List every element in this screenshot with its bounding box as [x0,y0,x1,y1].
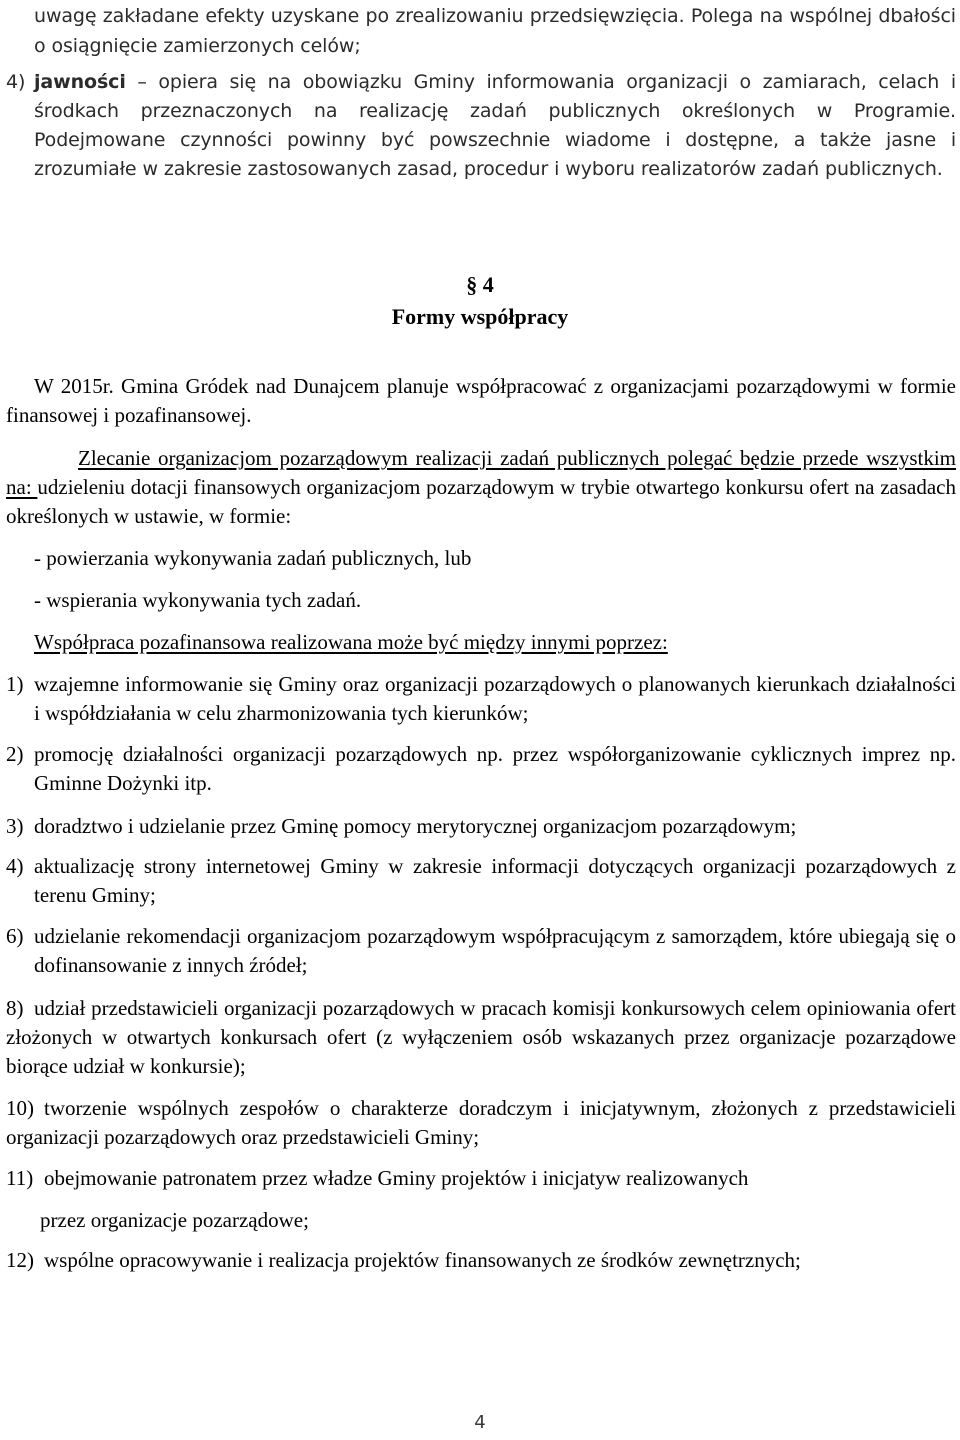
principle-description: – opiera się na obowiązku Gminy informowania organizacji o zamiarach, celach i środkach przeznaczonych na realizację zadań publicznych określonych w Programie. Podejmowane czynności powinny być powszechnie wiadome i dostępne, a także jasne i zrozumiałe w zakresie zastosowanych zasad, procedur i wyboru realizatorów zadań publicznych. [34,71,956,180]
principle-number: 4) [6,71,26,93]
dash-item-1: - powierzania wykonywania zadań publicznych, lub [34,546,472,570]
underlined-lead: Zlecanie organizacjom pozarządowym realizacji zadań publicznych polegać będzie przede wszystkim na: [6,446,956,499]
list-item-continuation: przez organizacje pozarządowe; [40,1208,309,1232]
page-number: 4 [474,1412,486,1433]
paragraph-nonfinancial: Współpraca pozafinansowa realizowana może być między innymi poprzez: [34,630,668,654]
paragraph-forms: W 2015r. Gmina Gródek nad Dunajcem planuje współpracować z organizacjami pozarządowymi w formie finansowej i pozafinansowej. [6,374,956,427]
list-item: 10) tworzenie wspólnych zespołów o charakterze doradczym i inicjatywnym, złożonych z przedstawicieli organizacji pozarządowych oraz przedstawicieli Gminy; [6,1096,956,1149]
list-item: 6) udzielanie rekomendacji organizacjom pozarządowym współpracującym z samorządem, które ubiegają się o dofinansowanie z innych źródeł; [6,924,956,977]
intro-continuation [34,2,956,61]
list-item: 3) doradztwo i udzielanie przez Gminę pomocy merytorycznej organizacjom pozarządowym; [6,814,797,838]
list-item: 12) wspólne opracowywanie i realizacja projektów finansowanych ze środków zewnętrznych; [6,1248,801,1272]
intro-text: uwagę zakładane efekty uzyskane po zrealizowaniu przedsięwzięcia. Polega na wspólnej dbałości o osiągnięcie zamierzonych celów; [34,5,956,57]
principle-item-4 [6,68,956,184]
list-item: 11) obejmowanie patronatem przez władze Gminy projektów i inicjatyw realizowanych [6,1166,749,1190]
principle-term: jawności [34,71,126,93]
section-number-value: 4 [482,272,494,297]
paragraph-commissioning: Zlecanie organizacjom pozarządowym realizacji zadań publicznych polegać będzie przede wszystkim na: udzieleniu dotacji finansowych organizacjom pozarządowym w trybie otwartego konkursu ofert na zasadach określonych w ustawie, w formie: [6,446,956,528]
section-title: Formy współpracy [391,304,569,329]
section-number [0,272,960,298]
list-item: 4) aktualizację strony internetowej Gminy w zakresie informacji dotyczących organizacji pozarządowych z terenu Gminy; [6,854,956,907]
list-item: 8) udział przedstawicieli organizacji pozarządowych w pracach komisji konkursowych celem opiniowania ofert złożonych w otwartych konkursach ofert (z wyłączeniem osób wskazanych przez organizacje pozarządowe biorące udział w konkursie); [6,996,956,1078]
list-item: 2) promocję działalności organizacji pozarządowych np. przez współorganizowanie cyklicznych imprez np. Gminne Dożynki itp. [6,742,956,795]
list-item: 1) wzajemne informowanie się Gminy oraz organizacji pozarządowych o planowanych kierunkach działalności i współdziałania w celu zharmonizowania tych kierunków; [6,672,956,725]
paragraph-symbol: § [466,272,478,297]
dash-item-2: - wspierania wykonywania tych zadań. [34,588,362,612]
